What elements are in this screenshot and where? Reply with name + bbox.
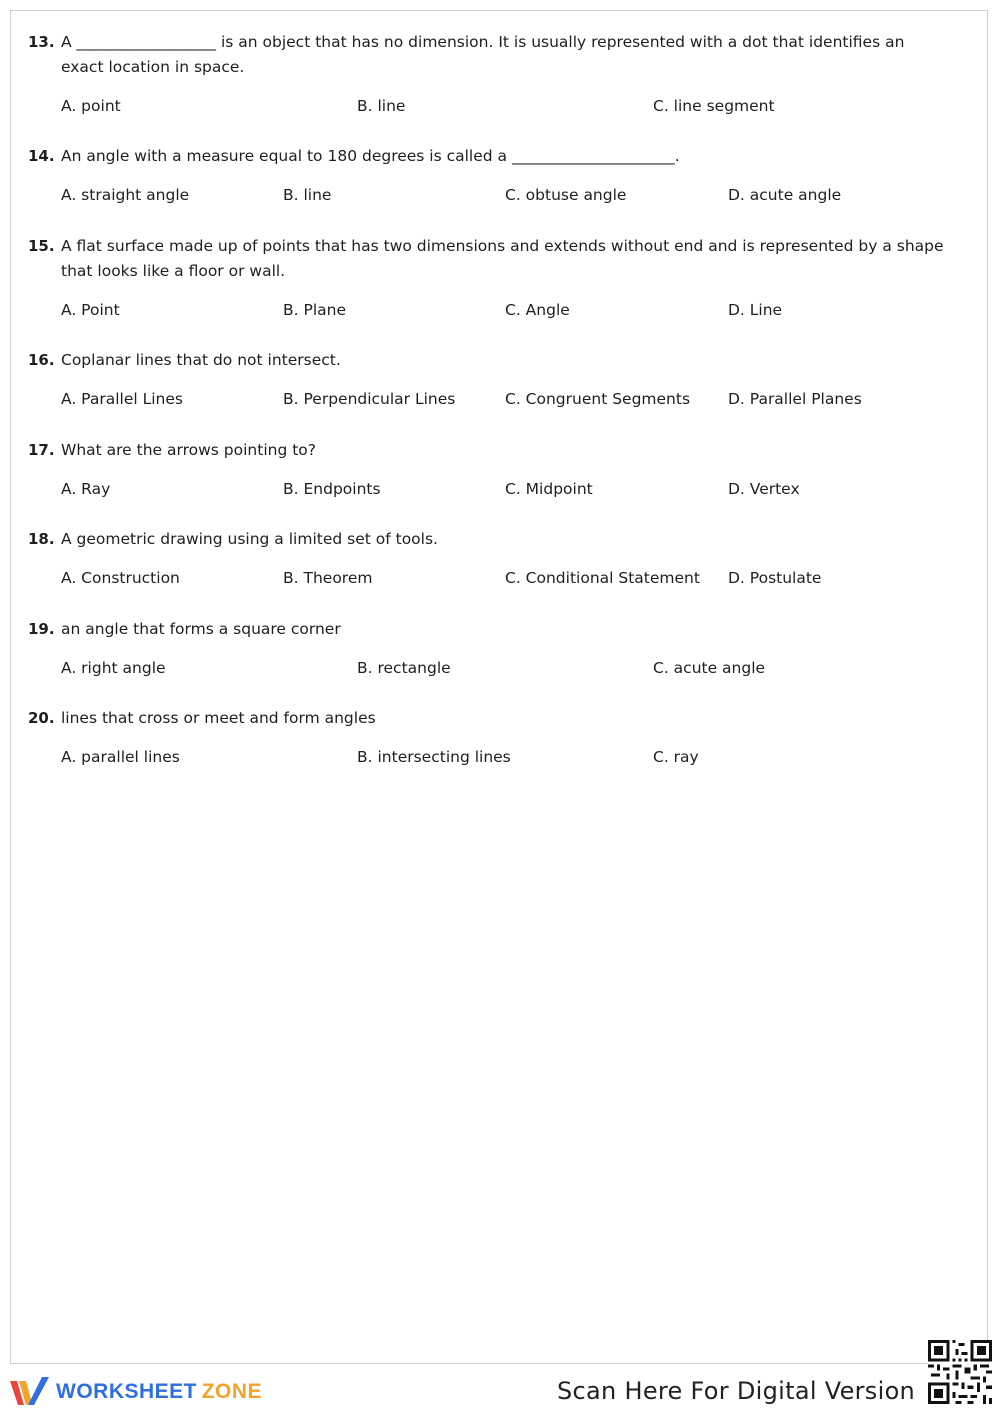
qr-code-icon[interactable] [928, 1340, 992, 1404]
option-b[interactable]: B. line [283, 186, 332, 204]
option-b[interactable]: B. Theorem [283, 569, 373, 587]
footer [0, 1365, 1000, 1414]
question-text: A geometric drawing using a limited set of tools. [61, 530, 438, 548]
logo-text-zone: ZONE [201, 1380, 263, 1403]
question-number: 18. [28, 530, 55, 548]
answer-options [61, 93, 948, 119]
answer-options [61, 744, 948, 770]
logo-w-icon [10, 1375, 50, 1409]
option-c[interactable]: C. Angle [505, 301, 570, 319]
option-b[interactable]: B. Perpendicular Lines [283, 390, 456, 408]
option-b[interactable]: B. intersecting lines [357, 748, 511, 766]
option-a[interactable]: A. Point [61, 301, 120, 319]
answer-options [61, 655, 948, 681]
question-text: A __________________ is an object that has no dimension. It is usually represented with a dot that identifies an exact location in space. [61, 33, 905, 76]
worksheet-zone-logo[interactable] [10, 1375, 262, 1409]
option-a[interactable]: A. Parallel Lines [61, 390, 183, 408]
question-text: lines that cross or meet and form angles [61, 709, 376, 727]
option-a[interactable]: A. point [61, 97, 121, 115]
question-number: 15. [28, 237, 55, 255]
option-c[interactable]: C. line segment [653, 97, 775, 115]
option-c[interactable]: C. Congruent Segments [505, 390, 691, 408]
option-d[interactable]: D. Line [728, 301, 783, 319]
option-d[interactable]: D. Vertex [728, 480, 800, 498]
option-c[interactable]: C. obtuse angle [505, 186, 627, 204]
option-c[interactable]: C. ray [653, 748, 699, 766]
question-text: An angle with a measure equal to 180 degrees is called a _____________________. [61, 147, 680, 165]
option-d[interactable]: D. Parallel Planes [728, 390, 862, 408]
option-c[interactable]: C. acute angle [653, 659, 766, 677]
option-b[interactable]: B. line [357, 97, 406, 115]
question-20 [28, 706, 948, 770]
logo-text [56, 1380, 262, 1404]
answer-options [61, 386, 948, 412]
page-border [10, 10, 988, 1364]
question-14 [28, 144, 948, 208]
question-text: Coplanar lines that do not intersect. [61, 351, 341, 369]
scan-instruction: Scan Here For Digital Version [557, 1377, 916, 1405]
question-text: an angle that forms a square corner [61, 620, 341, 638]
answer-options [61, 476, 948, 502]
answer-options [61, 297, 948, 323]
option-a[interactable]: A. Ray [61, 480, 111, 498]
question-16 [28, 348, 948, 412]
question-13 [28, 30, 948, 119]
option-d[interactable]: D. Postulate [728, 569, 822, 587]
logo-text-worksheet: WORKSHEET [56, 1380, 197, 1403]
question-17 [28, 438, 948, 502]
option-d[interactable]: D. acute angle [728, 186, 842, 204]
option-a[interactable]: A. right angle [61, 659, 166, 677]
question-15 [28, 234, 948, 323]
option-c[interactable]: C. Conditional Statement [505, 569, 700, 587]
option-b[interactable]: B. rectangle [357, 659, 451, 677]
option-b[interactable]: B. Plane [283, 301, 346, 319]
answer-options [61, 565, 948, 591]
question-number: 13. [28, 33, 55, 51]
option-a[interactable]: A. Construction [61, 569, 180, 587]
question-text: A flat surface made up of points that has two dimensions and extends without end and is represented by a shape that looks like a floor or wall. [61, 237, 944, 280]
question-number: 17. [28, 441, 55, 459]
question-number: 14. [28, 147, 55, 165]
option-a[interactable]: A. straight angle [61, 186, 190, 204]
question-number: 20. [28, 709, 55, 727]
question-number: 16. [28, 351, 55, 369]
question-text: What are the arrows pointing to? [61, 441, 317, 459]
question-18 [28, 527, 948, 591]
option-b[interactable]: B. Endpoints [283, 480, 381, 498]
question-number: 19. [28, 620, 55, 638]
answer-options [61, 182, 948, 208]
option-c[interactable]: C. Midpoint [505, 480, 593, 498]
option-a[interactable]: A. parallel lines [61, 748, 180, 766]
question-19 [28, 617, 948, 681]
